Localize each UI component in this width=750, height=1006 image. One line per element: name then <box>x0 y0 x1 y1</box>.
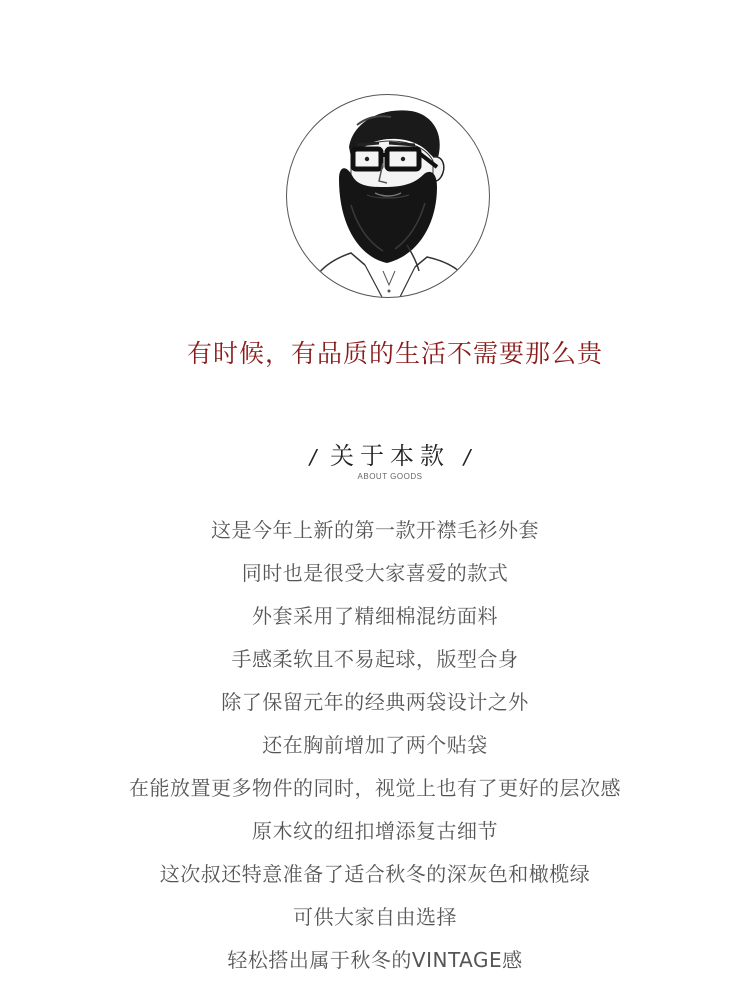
description-line: 还在胸前增加了两个贴袋 <box>262 733 488 757</box>
description-line: 除了保留元年的经典两袋设计之外 <box>221 690 529 714</box>
section-title-text: 关于本款 <box>330 442 450 470</box>
description-lines <box>0 513 750 986</box>
bearded-man-illustration <box>287 95 490 298</box>
section-title <box>0 436 750 471</box>
description-line: 外套采用了精细棉混纺面料 <box>252 604 498 628</box>
description-line: 同时也是很受大家喜爱的款式 <box>241 561 509 585</box>
description-line: 轻松搭出属于秋冬的VINTAGE感 <box>227 948 523 972</box>
title-slash-left: / <box>309 445 317 469</box>
tagline: 有时候，有品质的生活不需要那么贵 <box>186 339 603 368</box>
description-line: 这次叔还特意准备了适合秋冬的深灰色和橄榄绿 <box>159 862 591 886</box>
description-line: 手感柔软且不易起球，版型合身 <box>231 647 519 671</box>
description-line: 可供大家自由选择 <box>293 905 457 929</box>
description-line: 原木纹的纽扣增添复古细节 <box>252 819 498 843</box>
description-line: 在能放置更多物件的同时，视觉上也有了更好的层次感 <box>129 776 621 800</box>
bearded-man-avatar <box>286 94 490 298</box>
section-subtitle: ABOUT GOODS <box>357 472 423 481</box>
title-slash-right: / <box>463 445 471 469</box>
description-line: 这是今年上新的第一款开襟毛衫外套 <box>211 518 539 542</box>
